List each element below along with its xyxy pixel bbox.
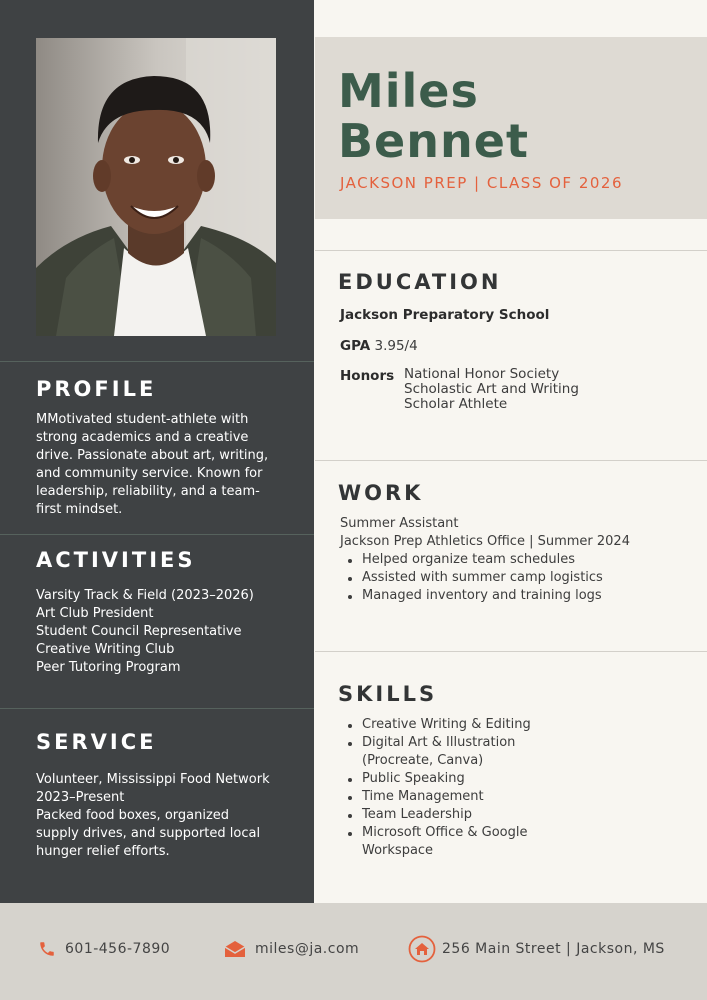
skill-item: Team Leadership <box>344 806 531 824</box>
skill-item <box>344 734 531 770</box>
service-line: Volunteer, Mississippi Food Network <box>36 772 270 787</box>
honor-item: Scholar Athlete <box>404 396 508 412</box>
phone-icon <box>38 940 56 958</box>
skill-item: Public Speaking <box>344 770 531 788</box>
service-line: 2023–Present <box>36 790 125 805</box>
education-heading: EDUCATION <box>338 270 502 294</box>
phone-number: 601-456-7890 <box>65 941 171 957</box>
skill-item: Time Management <box>344 788 531 806</box>
section-divider <box>315 460 707 461</box>
work-bullet: Managed inventory and training logs <box>344 587 603 605</box>
activity-item: Varsity Track & Field (2023–2026) <box>36 588 254 603</box>
work-bullet: Helped organize team schedules <box>344 551 603 569</box>
sidebar-divider <box>0 361 314 362</box>
profile-text <box>36 411 298 519</box>
activity-item: Student Council Representative <box>36 624 242 639</box>
honors-label: Honors <box>340 368 395 384</box>
profile-line: leadership, reliability, and a team- <box>36 484 260 499</box>
honors-list <box>404 367 579 412</box>
last-name: Bennet <box>338 114 529 168</box>
skill-line: Workspace <box>362 843 434 858</box>
skill-item <box>344 824 531 860</box>
service-heading: SERVICE <box>36 730 157 754</box>
school-tagline: JACKSON PREP | CLASS OF 2026 <box>340 174 623 192</box>
honor-item: National Honor Society <box>404 366 560 382</box>
profile-line: drive. Passionate about art, writing, <box>36 448 269 463</box>
skills-heading: SKILLS <box>338 682 438 706</box>
skill-item: Creative Writing & Editing <box>344 716 531 734</box>
sidebar-divider <box>0 534 314 535</box>
job-title: Summer Assistant <box>340 516 459 531</box>
street-address: 256 Main Street | Jackson, MS <box>442 941 665 957</box>
service-line: hunger relief efforts. <box>36 844 170 859</box>
email-address: miles@ja.com <box>255 941 360 957</box>
profile-heading: PROFILE <box>36 377 157 401</box>
honor-item: Scholastic Art and Writing <box>404 381 579 397</box>
activity-item: Art Club President <box>36 606 154 621</box>
profile-line: MMotivated student-athlete with <box>36 412 249 427</box>
activity-item: Peer Tutoring Program <box>36 660 181 675</box>
section-divider <box>315 250 707 251</box>
activities-heading: ACTIVITIES <box>36 548 196 572</box>
gpa-row <box>340 337 418 355</box>
profile-line: first mindset. <box>36 502 123 517</box>
job-org: Jackson Prep Athletics Office | Summer 2024 <box>340 534 630 549</box>
first-name: Miles <box>338 64 479 118</box>
gpa-value: 3.95/4 <box>374 338 418 354</box>
activity-item: Creative Writing Club <box>36 642 175 657</box>
contact-phone[interactable] <box>38 938 170 960</box>
contact-address[interactable] <box>408 938 665 960</box>
envelope-icon <box>224 940 246 958</box>
sidebar-divider <box>0 708 314 709</box>
work-bullet: Assisted with summer camp logistics <box>344 569 603 587</box>
activities-list <box>36 587 298 677</box>
service-line: Packed food boxes, organized <box>36 808 230 823</box>
home-icon <box>408 935 436 963</box>
gpa-label: GPA <box>340 338 371 354</box>
work-bullets <box>344 551 603 605</box>
service-text <box>36 771 298 861</box>
skill-line: (Procreate, Canva) <box>362 753 484 768</box>
skills-list <box>344 716 531 860</box>
work-heading: WORK <box>338 481 424 505</box>
school-name: Jackson Preparatory School <box>340 307 550 323</box>
contact-email[interactable] <box>224 938 359 960</box>
skill-line: Microsoft Office & Google <box>362 825 528 840</box>
skill-line: Digital Art & Illustration <box>362 735 516 750</box>
profile-photo <box>36 38 276 336</box>
section-divider <box>315 651 707 652</box>
service-line: supply drives, and supported local <box>36 826 261 841</box>
profile-line: strong academics and a creative <box>36 430 249 445</box>
profile-line: and community service. Known for <box>36 466 263 481</box>
